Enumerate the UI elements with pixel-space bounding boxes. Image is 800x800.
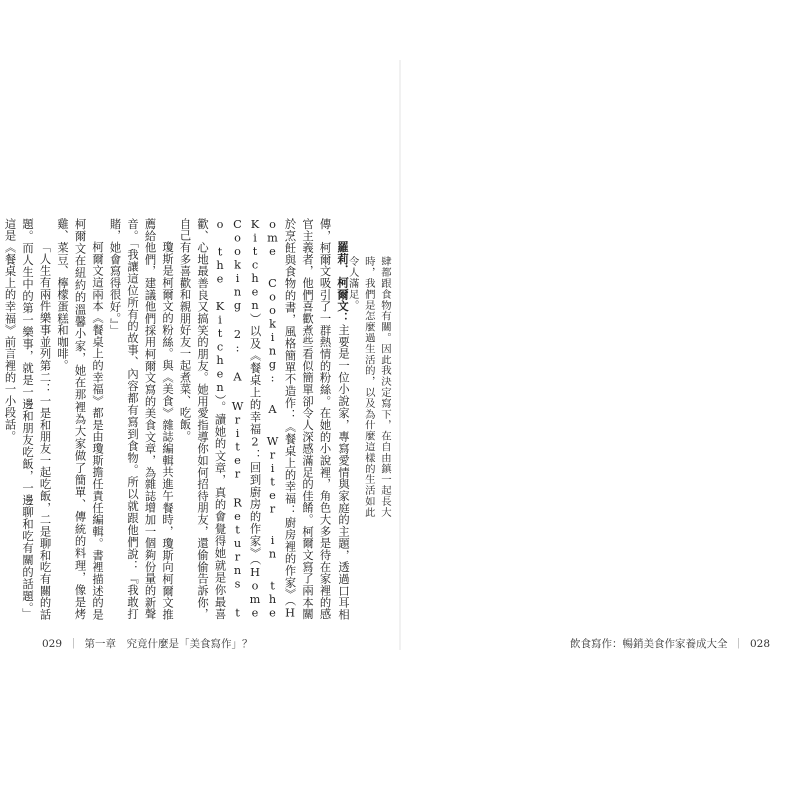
right-page bbox=[400, 0, 800, 800]
page-number: 029 bbox=[42, 638, 63, 650]
paragraph-colwin-intro bbox=[176, 218, 352, 620]
left-page-excerpt: 肆都跟食物有關。因此我決定寫下，在自由鎮一起長大時，我們是怎麼過生活的，以及為什麼這樣的生活如此令人滿足。 bbox=[346, 256, 391, 518]
running-head: 第一章 究竟什麼是「美食寫作」？ bbox=[84, 638, 253, 650]
left-page-body bbox=[3, 218, 352, 621]
right-page-footer bbox=[570, 636, 770, 651]
colwin-intro-text: 主要是一位小說家，專寫愛情與家庭的主題，透過口耳相傳，柯爾文吸引了一群熱情的粉絲。在她的小說裡，角色大多是待在家裡的感官主義者，他們喜歡煮些看似簡單卻令人深感滿足的佳餚。柯爾文寫了兩本關於烹飪與食物的書，風格簡單不造作：《餐桌上的幸福：廚房裡的作家》（Home Cooking: A Writer in the Kitchen）以及《餐桌上的幸福2：回到廚房的作家》（Home Cooking 2: A Writer Returns to the Kitchen）。讀她的文章，真的會覺得她就是你最喜歡、心地最善良又搞笑的朋友。她用愛指導你如何招待朋友，還偷偷告訴你，自己有多喜歡和親朋好友一起煮菜、吃飯。 bbox=[178, 218, 350, 621]
paragraph-2: 柯爾文這兩本《餐桌上的幸福》都是由瓊斯擔任責任編輯。書裡描述的是柯爾文在紐約的溫馨小家，她在那裡為大家做了簡單、傳統的料理，像是烤雞、菜豆、檸檬蛋糕和咖啡。 bbox=[56, 218, 104, 620]
footer-separator: ｜ bbox=[68, 638, 79, 650]
left-page-footer bbox=[42, 636, 253, 651]
running-head: 飲食寫作：暢銷美食作家養成大全 bbox=[569, 638, 728, 650]
paragraph-3: 「人生有兩件樂事並列第二：一是和朋友一起吃飯，二是聊和吃有關的話題。而人生中的第一樂事，就是一邊和朋友吃飯，一邊聊和吃有關的話題。」這是《餐桌上的幸福》前言裡的一小段話。 bbox=[3, 218, 52, 620]
footer-separator: ｜ bbox=[733, 638, 744, 650]
subhead-laurie-colwin: 羅莉．柯爾文： bbox=[336, 240, 350, 324]
paragraph-1: 瓊斯是柯爾文的粉絲。與《美食》雜誌編輯共進午餐時，瓊斯向柯爾文推薦給他們，建議他們採用柯爾文寫的美食文章，為雜誌增加一個夠份量的新聲音。「我讓這位所有的故事、內容都有寫到食物。所以就跟他們說：『我敢打賭，她會寫得很好。』」 bbox=[108, 218, 174, 620]
page-number: 028 bbox=[749, 638, 770, 650]
